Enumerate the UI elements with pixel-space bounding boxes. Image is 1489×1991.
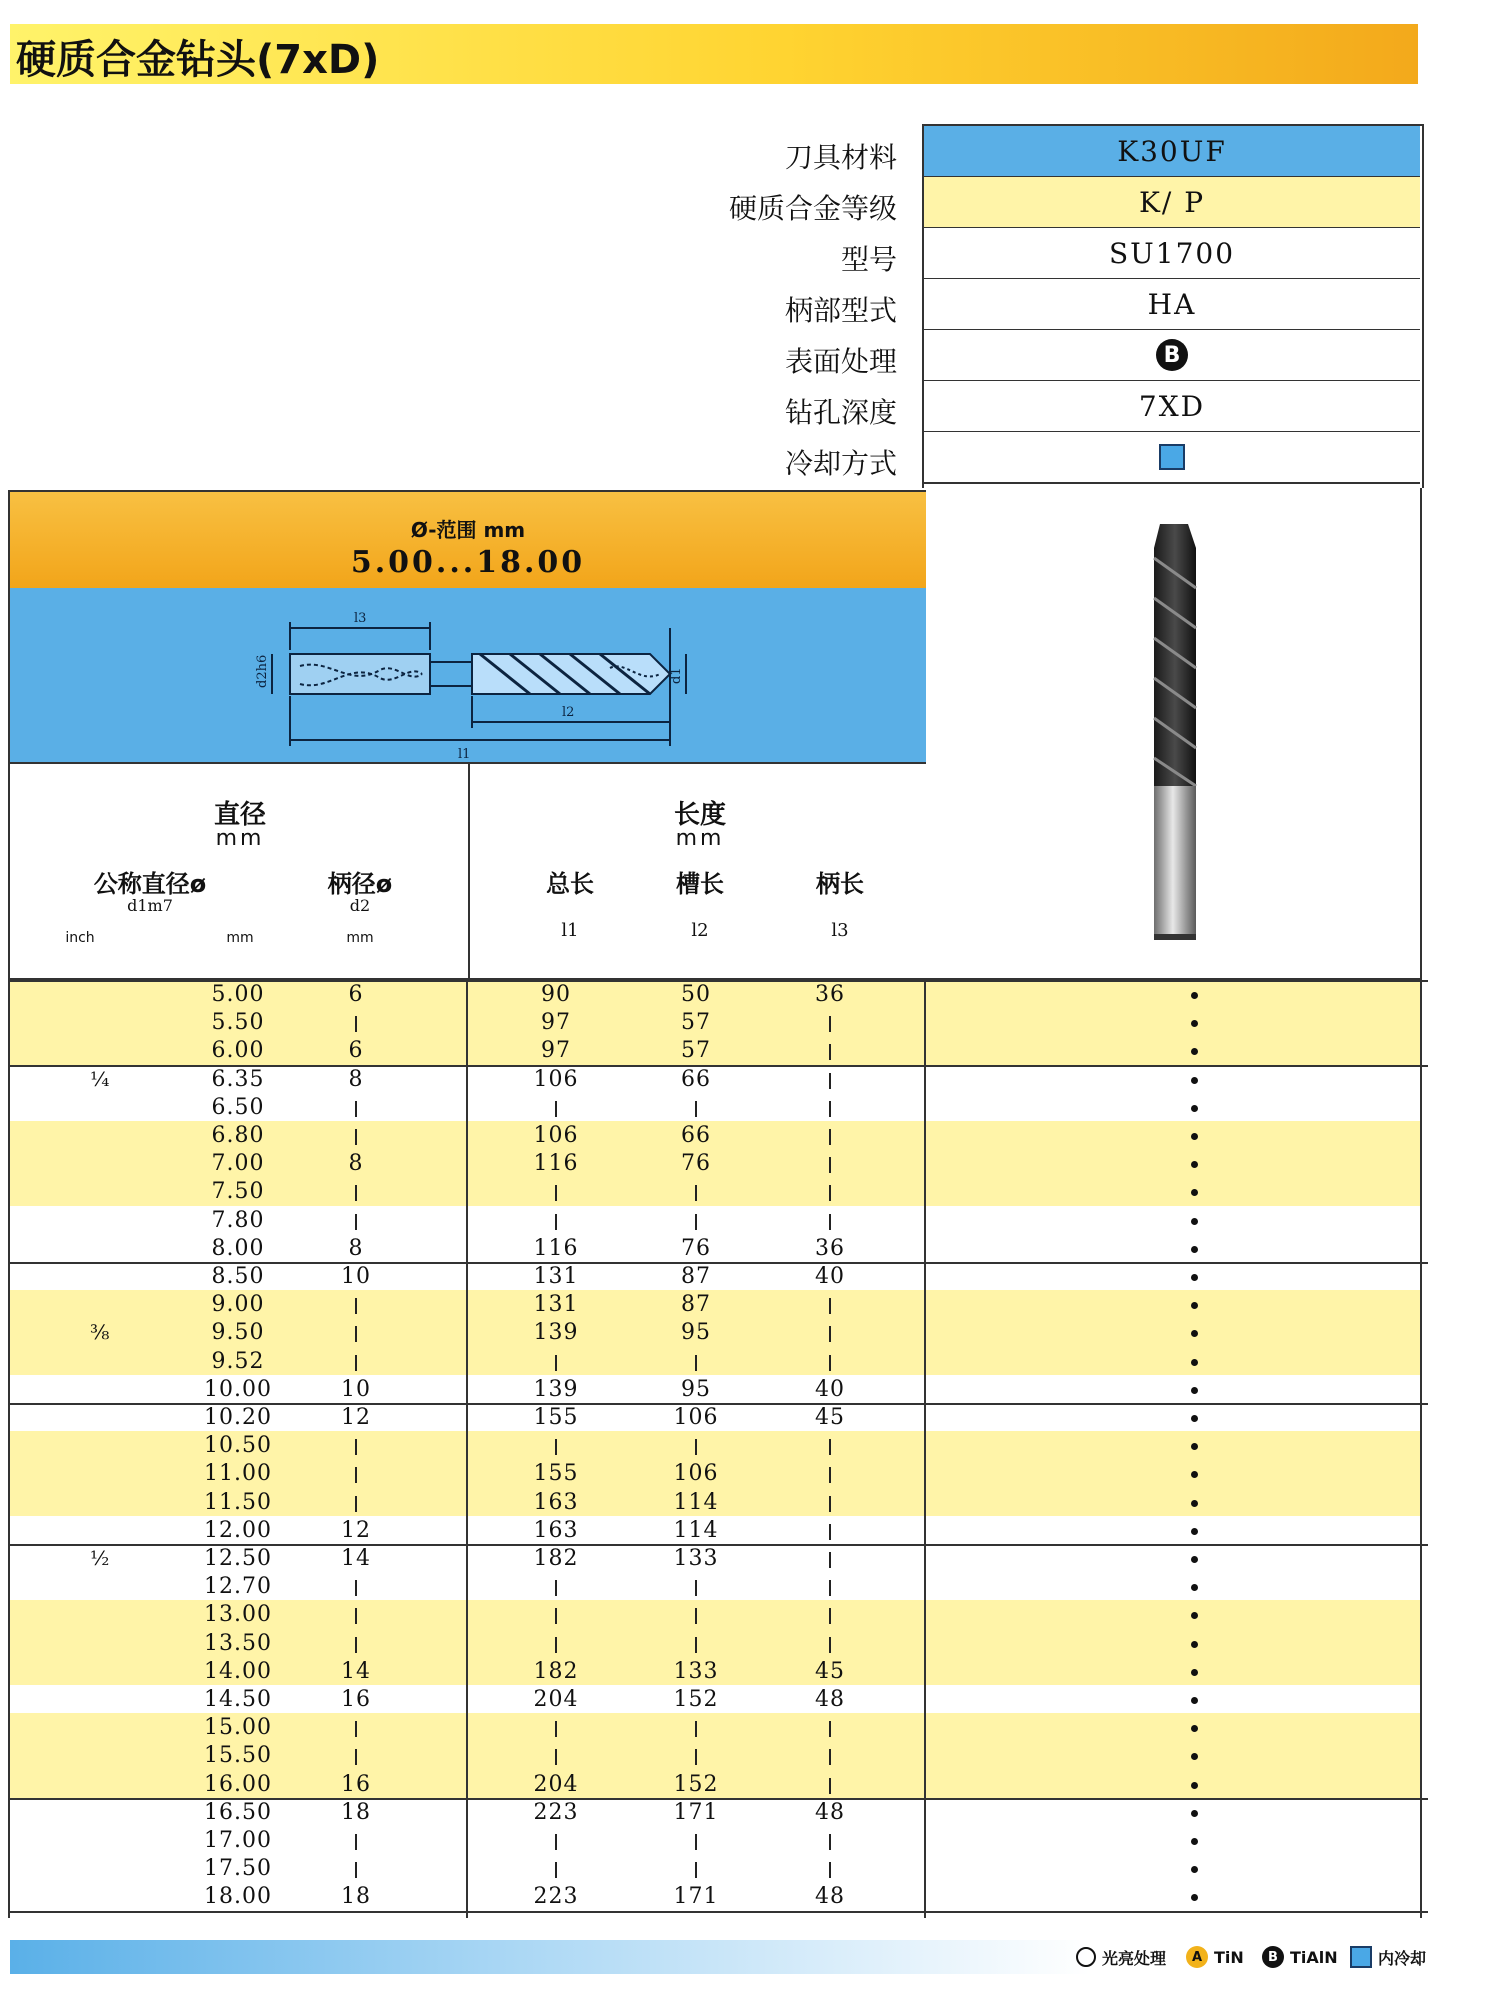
inch-size: ¼ <box>90 1066 110 1091</box>
cell-d2: 6 <box>348 1038 364 1064</box>
header-flute-sub: l2 <box>691 920 709 941</box>
range-label: Ø-范围 mm <box>410 518 526 542</box>
nominal-diameter: 5.00 <box>211 982 265 1007</box>
continuation-mark <box>555 1214 557 1230</box>
nominal-diameter: 15.00 <box>204 1715 272 1741</box>
header-flute-length: 槽长 <box>676 870 724 898</box>
cell-l1: 131 <box>533 1264 579 1289</box>
continuation-mark <box>829 1862 831 1878</box>
nominal-diameter: 14.00 <box>204 1658 272 1684</box>
availability-dot <box>1191 1359 1198 1366</box>
cell-l2: 50 <box>681 982 711 1007</box>
header-total-length: 总长 <box>546 870 594 898</box>
footer-bar <box>10 1940 1090 1974</box>
availability-dot <box>1191 1387 1198 1394</box>
continuation-mark <box>555 1608 557 1624</box>
cell-l1: 106 <box>533 1066 579 1092</box>
column-divider <box>8 980 10 1918</box>
continuation-mark <box>355 1439 357 1455</box>
property-label: 型号 <box>840 243 897 276</box>
cell-l3: 48 <box>815 1799 845 1825</box>
cell-l1: 155 <box>533 1405 579 1430</box>
nominal-diameter: 7.00 <box>211 1151 265 1177</box>
continuation-mark <box>695 1101 697 1117</box>
header-shank-length: 柄长 <box>816 870 864 898</box>
continuation-mark <box>355 1326 357 1342</box>
cell-l1: 204 <box>533 1687 579 1712</box>
cell-d2: 16 <box>341 1687 371 1712</box>
availability-dot <box>1191 1274 1198 1281</box>
cell-d2: 12 <box>341 1405 371 1430</box>
continuation-mark <box>829 1157 831 1173</box>
property-value: K/ P <box>1138 185 1206 219</box>
cell-l1: 163 <box>533 1517 579 1543</box>
continuation-mark <box>355 1298 357 1314</box>
continuation-mark <box>355 1749 357 1765</box>
continuation-mark <box>555 1637 557 1653</box>
range-value: 5.00...18.00 <box>350 545 586 580</box>
property-label: 柄部型式 <box>784 294 897 327</box>
availability-dot <box>1191 992 1198 999</box>
cell-l1: 223 <box>533 1799 579 1825</box>
continuation-mark <box>829 1637 831 1653</box>
column-divider <box>924 980 926 1918</box>
continuation-mark <box>695 1721 697 1737</box>
cell-l3: 45 <box>815 1658 845 1684</box>
cell-d2: 12 <box>341 1517 371 1543</box>
internal-coolant-icon <box>1350 1946 1372 1968</box>
cell-l1: 116 <box>533 1235 579 1261</box>
tin-coating-icon: A <box>1186 1946 1208 1968</box>
continuation-mark <box>355 1580 357 1596</box>
cell-l2: 171 <box>673 1884 719 1910</box>
legend-tialn <box>1262 1942 1338 1972</box>
cell-d2: 10 <box>341 1264 371 1289</box>
cell-l2: 76 <box>681 1235 711 1261</box>
legend-bright-label: 光亮处理 <box>1102 1948 1167 1968</box>
continuation-mark <box>355 1834 357 1850</box>
header-total-sub: l1 <box>561 920 579 941</box>
cell-l2: 95 <box>681 1376 711 1402</box>
continuation-mark <box>355 1467 357 1483</box>
cell-l1: 97 <box>541 1010 571 1036</box>
availability-dot <box>1191 1528 1198 1535</box>
diameter-range-box <box>8 490 928 590</box>
header-mm-d2: mm <box>346 930 374 946</box>
drill-table <box>8 980 1428 1918</box>
nominal-diameter: 16.00 <box>204 1771 272 1797</box>
cell-l2: 57 <box>681 1038 711 1064</box>
availability-dot <box>1191 1246 1198 1253</box>
property-label: 刀具材料 <box>784 141 897 174</box>
continuation-mark <box>829 1129 831 1145</box>
continuation-mark <box>695 1637 697 1653</box>
nominal-diameter: 8.50 <box>211 1264 265 1289</box>
header-length-unit: mm <box>675 826 725 851</box>
continuation-mark <box>555 1439 557 1455</box>
continuation-mark <box>829 1608 831 1624</box>
continuation-mark <box>355 1129 357 1145</box>
nominal-diameter: 7.50 <box>211 1179 265 1205</box>
nominal-diameter: 13.50 <box>204 1630 272 1656</box>
nominal-diameter: 7.80 <box>211 1207 265 1233</box>
nominal-diameter: 10.50 <box>204 1433 272 1459</box>
continuation-mark <box>829 1749 831 1765</box>
cell-l3: 36 <box>815 982 845 1007</box>
cell-l1: 106 <box>533 1123 579 1148</box>
legend-coolant-label: 内冷却 <box>1378 1948 1427 1968</box>
header-divider <box>468 764 470 978</box>
continuation-mark <box>695 1608 697 1624</box>
header-shank: 柄径ø <box>327 870 393 898</box>
nominal-diameter: 17.50 <box>204 1856 272 1882</box>
continuation-mark <box>829 1044 831 1060</box>
header-mm-d1: mm <box>226 930 254 946</box>
cell-l3: 48 <box>815 1687 845 1712</box>
cell-l1: 97 <box>541 1038 571 1064</box>
nominal-diameter: 12.00 <box>204 1517 272 1543</box>
availability-dot <box>1191 1500 1198 1507</box>
continuation-mark <box>829 1326 831 1342</box>
nominal-diameter: 16.50 <box>204 1799 272 1825</box>
continuation-mark <box>829 1467 831 1483</box>
nominal-diameter: 8.00 <box>211 1235 265 1261</box>
availability-dot <box>1191 1641 1198 1648</box>
property-label: 表面处理 <box>784 345 897 378</box>
cell-l2: 95 <box>681 1320 711 1346</box>
continuation-mark <box>829 1185 831 1201</box>
availability-dot <box>1191 1669 1198 1676</box>
bright-finish-icon <box>1076 1947 1096 1967</box>
nominal-diameter: 6.80 <box>211 1123 265 1148</box>
continuation-mark <box>829 1355 831 1371</box>
continuation-mark <box>695 1580 697 1596</box>
continuation-mark <box>695 1834 697 1850</box>
continuation-mark <box>555 1862 557 1878</box>
property-value: K30UF <box>1117 134 1227 168</box>
cell-l2: 152 <box>673 1687 719 1712</box>
availability-dot <box>1191 1415 1198 1422</box>
availability-dot <box>1191 1697 1198 1704</box>
continuation-mark <box>829 1016 831 1032</box>
cell-l2: 171 <box>673 1799 719 1825</box>
column-divider <box>1420 980 1422 1918</box>
drill-dimension-diagram <box>10 588 926 762</box>
cell-l2: 114 <box>673 1489 719 1515</box>
header-inch: inch <box>65 930 95 946</box>
availability-dot <box>1191 1810 1198 1817</box>
continuation-mark <box>555 1355 557 1371</box>
nominal-diameter: 10.20 <box>204 1405 272 1430</box>
property-value: 7XD <box>1138 389 1206 423</box>
nominal-diameter: 17.00 <box>204 1828 272 1853</box>
cell-l1: 139 <box>533 1320 579 1346</box>
continuation-mark <box>695 1749 697 1765</box>
property-value-cell <box>924 381 1420 433</box>
cell-d2: 8 <box>348 1151 364 1177</box>
inch-size: ⅜ <box>90 1320 110 1345</box>
continuation-mark <box>355 1608 357 1624</box>
nominal-diameter: 9.52 <box>211 1348 265 1374</box>
nominal-diameter: 9.50 <box>211 1320 265 1346</box>
cell-l1: 131 <box>533 1292 579 1318</box>
availability-dot <box>1191 1556 1198 1563</box>
availability-dot <box>1191 1782 1198 1789</box>
header-length: 长度 <box>673 800 726 830</box>
availability-dot <box>1191 1894 1198 1901</box>
property-label: 钻孔深度 <box>784 396 897 429</box>
continuation-mark <box>829 1496 831 1512</box>
property-value-cell <box>924 279 1420 331</box>
dim-d1-label: d1 <box>669 667 684 684</box>
legend-tin-label: TiN <box>1214 1947 1244 1967</box>
cell-d2: 14 <box>341 1658 371 1684</box>
continuation-mark <box>695 1862 697 1878</box>
legend-tin <box>1186 1942 1244 1972</box>
dim-l1-label: l1 <box>458 747 471 762</box>
property-value-cell <box>924 126 1420 178</box>
continuation-mark <box>355 1355 357 1371</box>
property-value-cell <box>924 330 1420 382</box>
table-bottom-border <box>8 1911 1428 1913</box>
continuation-mark <box>355 1637 357 1653</box>
legend-bright <box>1076 1942 1166 1972</box>
legend-coolant <box>1350 1942 1426 1972</box>
continuation-mark <box>355 1214 357 1230</box>
inch-size: ½ <box>90 1546 110 1570</box>
cell-l1: 163 <box>533 1489 579 1515</box>
dim-l2-label: l2 <box>562 705 575 720</box>
property-value-cell <box>924 228 1420 280</box>
continuation-mark <box>555 1101 557 1117</box>
continuation-mark <box>829 1101 831 1117</box>
property-value-cell <box>924 432 1420 484</box>
nominal-diameter: 13.00 <box>204 1602 272 1628</box>
cell-d2: 10 <box>341 1376 371 1402</box>
availability-dot <box>1191 1838 1198 1845</box>
header-nominal: 公称直径ø <box>93 870 207 898</box>
cell-l1: 155 <box>533 1461 579 1487</box>
continuation-mark <box>829 1778 831 1794</box>
tialn-coating-icon: B <box>1262 1946 1284 1968</box>
dim-d2-label: d2h6 <box>255 654 270 688</box>
header-shank-length-sub: l3 <box>831 920 849 941</box>
availability-dot <box>1191 1105 1198 1112</box>
cell-l2: 133 <box>673 1658 719 1684</box>
cell-l1: 182 <box>533 1658 579 1684</box>
header-diameter: 直径 <box>213 800 266 830</box>
cell-d2: 6 <box>348 982 364 1007</box>
availability-dot <box>1191 1218 1198 1225</box>
nominal-diameter: 18.00 <box>204 1884 272 1910</box>
continuation-mark <box>829 1524 831 1540</box>
continuation-mark <box>829 1834 831 1850</box>
cell-d2: 16 <box>341 1771 371 1797</box>
nominal-diameter: 5.50 <box>211 1010 265 1036</box>
cell-d2: 8 <box>348 1066 364 1092</box>
continuation-mark <box>555 1749 557 1765</box>
cell-d2: 18 <box>341 1799 371 1825</box>
cell-l1: 204 <box>533 1771 579 1797</box>
continuation-mark <box>555 1721 557 1737</box>
nominal-diameter: 11.50 <box>204 1489 272 1515</box>
cell-d2: 8 <box>348 1235 364 1261</box>
property-value-cell <box>924 177 1420 229</box>
cell-l3: 45 <box>815 1405 845 1430</box>
nominal-diameter: 6.35 <box>211 1066 265 1092</box>
cell-l1: 139 <box>533 1376 579 1402</box>
cell-l2: 114 <box>673 1517 719 1543</box>
continuation-mark <box>695 1214 697 1230</box>
continuation-mark <box>355 1721 357 1737</box>
nominal-diameter: 9.00 <box>211 1292 265 1318</box>
column-divider <box>466 980 468 1918</box>
continuation-mark <box>355 1862 357 1878</box>
property-value: SU1700 <box>1108 236 1236 270</box>
drill-diagram-panel <box>8 588 928 764</box>
continuation-mark <box>829 1552 831 1568</box>
cell-l2: 133 <box>673 1546 719 1571</box>
cell-l2: 106 <box>673 1405 719 1430</box>
cell-d2: 14 <box>341 1546 371 1571</box>
cell-l1: 90 <box>541 982 571 1007</box>
cell-l1: 182 <box>533 1546 579 1571</box>
property-value: HA <box>1147 287 1197 321</box>
cell-l2: 66 <box>681 1066 711 1092</box>
cell-l2: 87 <box>681 1292 711 1318</box>
cell-l2: 76 <box>681 1151 711 1177</box>
continuation-mark <box>695 1355 697 1371</box>
continuation-mark <box>555 1834 557 1850</box>
cell-d2: 18 <box>341 1884 371 1910</box>
nominal-diameter: 15.50 <box>204 1743 272 1769</box>
cell-l2: 66 <box>681 1123 711 1148</box>
internal-coolant-icon <box>1159 444 1185 470</box>
cell-l2: 152 <box>673 1771 719 1797</box>
continuation-mark <box>355 1185 357 1201</box>
cell-l2: 57 <box>681 1010 711 1036</box>
nominal-diameter: 14.50 <box>204 1687 272 1712</box>
continuation-mark <box>829 1214 831 1230</box>
continuation-mark <box>555 1580 557 1596</box>
cell-l3: 48 <box>815 1884 845 1910</box>
continuation-mark <box>555 1185 557 1201</box>
continuation-mark <box>695 1439 697 1455</box>
cell-l1: 223 <box>533 1884 579 1910</box>
property-label: 硬质合金等级 <box>728 192 897 225</box>
continuation-mark <box>829 1439 831 1455</box>
header-shank-sub: d2 <box>349 896 371 915</box>
continuation-mark <box>829 1298 831 1314</box>
nominal-diameter: 6.50 <box>211 1094 265 1120</box>
cell-l3: 40 <box>815 1376 845 1402</box>
availability-dot <box>1191 1133 1198 1140</box>
availability-dot <box>1191 1584 1198 1591</box>
header-nominal-sub: d1m7 <box>127 896 173 915</box>
cell-l3: 36 <box>815 1235 845 1261</box>
cell-l2: 87 <box>681 1264 711 1289</box>
nominal-diameter: 12.70 <box>204 1574 272 1600</box>
drill-image <box>926 488 1420 978</box>
nominal-diameter: 10.00 <box>204 1376 272 1402</box>
table-header <box>8 764 926 980</box>
continuation-mark <box>829 1721 831 1737</box>
cell-l2: 106 <box>673 1461 719 1487</box>
property-label: 冷却方式 <box>784 447 897 480</box>
page-title: 硬质合金钻头(7xD) <box>16 37 380 83</box>
availability-dot <box>1191 1866 1198 1873</box>
nominal-diameter: 12.50 <box>204 1546 272 1571</box>
header-diameter-unit: mm <box>215 826 265 851</box>
continuation-mark <box>829 1073 831 1089</box>
availability-dot <box>1191 1077 1198 1084</box>
continuation-mark <box>829 1580 831 1596</box>
nominal-diameter: 11.00 <box>204 1461 272 1487</box>
continuation-mark <box>355 1016 357 1032</box>
nominal-diameter: 6.00 <box>211 1038 265 1064</box>
continuation-mark <box>695 1185 697 1201</box>
dim-l3-label: l3 <box>354 611 367 626</box>
continuation-mark <box>355 1496 357 1512</box>
drill-photo-panel <box>926 488 1422 980</box>
continuation-mark <box>355 1101 357 1117</box>
cell-l1: 116 <box>533 1151 579 1177</box>
tialn-coating-icon: B <box>1156 339 1188 371</box>
legend-tialn-label: TiAlN <box>1290 1947 1338 1967</box>
cell-l3: 40 <box>815 1264 845 1289</box>
